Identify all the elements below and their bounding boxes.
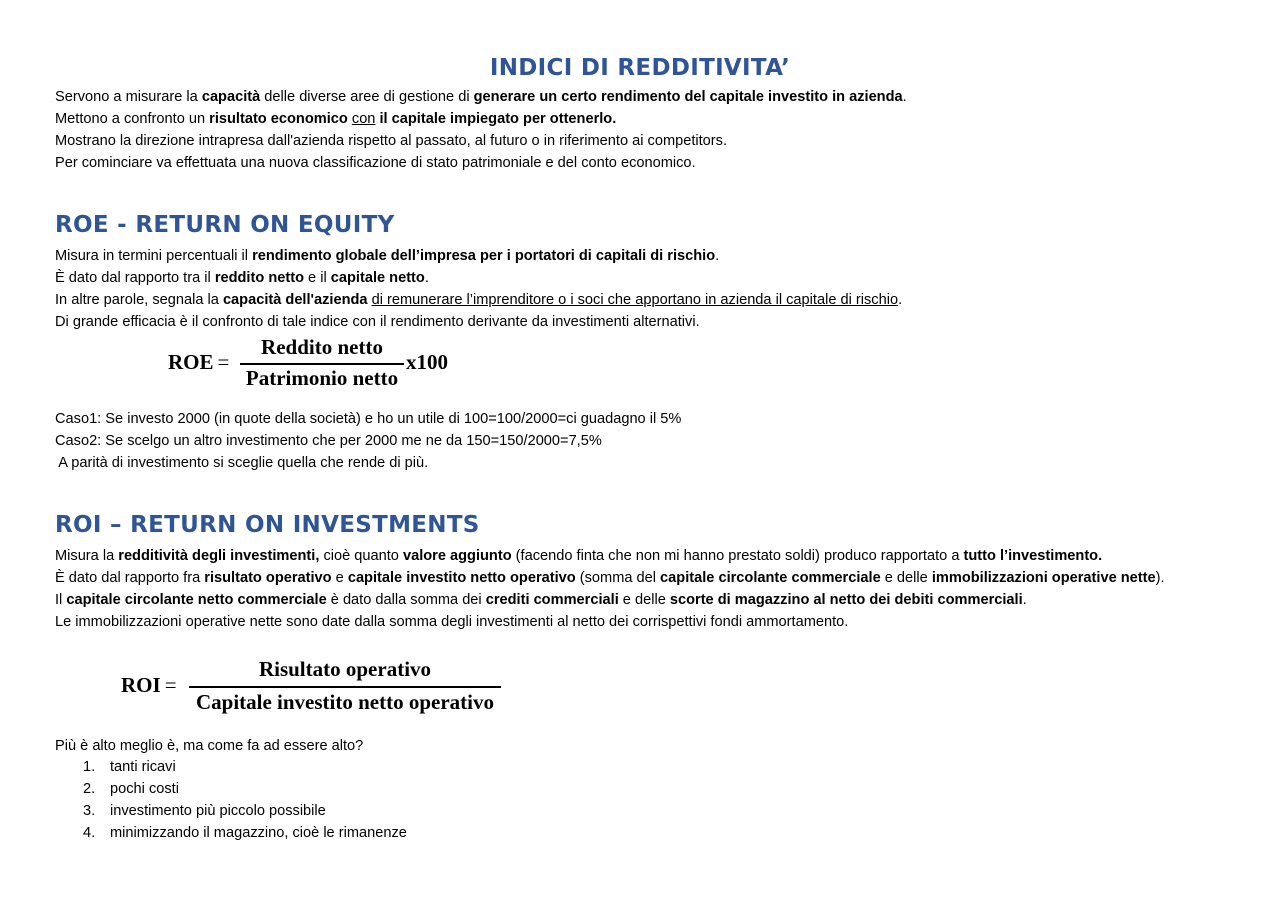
roe-formula bbox=[168, 335, 468, 391]
roi-heading: ROI – RETURN ON INVESTMENTS bbox=[55, 512, 480, 538]
roe-formula-lhs bbox=[168, 350, 229, 375]
roi-line-2 bbox=[55, 568, 1165, 588]
bold-run: capacità bbox=[201, 89, 261, 105]
intro-line-2 bbox=[55, 109, 616, 129]
bold-run: crediti commerciali bbox=[485, 592, 619, 608]
fraction-bar bbox=[189, 686, 501, 688]
roi-formula-lhs bbox=[121, 673, 177, 698]
text-run: (somma del bbox=[575, 570, 661, 586]
list-number: 1. bbox=[83, 759, 96, 775]
roi-line-4: Le immobilizzazioni operative nette sono date dalla somma degli investimenti al netto dei corrispettivi fondi ammortamento. bbox=[55, 614, 849, 630]
text-run: delle diverse aree di gestione di bbox=[260, 89, 474, 105]
equals-sign: = bbox=[164, 673, 177, 697]
text-run: cioè quanto bbox=[319, 548, 403, 564]
roe-line-1 bbox=[55, 246, 719, 266]
text-run: e delle bbox=[618, 592, 670, 608]
text-run: In altre parole, segnala la bbox=[55, 292, 223, 308]
list-text: investimento più piccolo possibile bbox=[110, 803, 326, 819]
text-run: (facendo finta che non mi hanno prestato soldi) produco rapportato a bbox=[511, 548, 964, 564]
text-run: Servono a misurare la bbox=[55, 89, 202, 105]
roi-formula bbox=[121, 657, 511, 717]
text-run: Il bbox=[55, 592, 67, 608]
roe-line-2 bbox=[55, 268, 429, 288]
intro-line-3: Mostrano la direzione intrapresa dall'azienda rispetto al passato, al futuro o in riferimento ai competitors. bbox=[55, 133, 728, 149]
roi-line-3 bbox=[55, 590, 1027, 610]
underlined-run: con bbox=[351, 111, 376, 127]
roe-denominator: Patrimonio netto bbox=[245, 366, 399, 390]
text-run: e il bbox=[304, 270, 331, 286]
bold-run: risultato economico bbox=[209, 111, 348, 127]
intro-line-1 bbox=[55, 87, 907, 107]
list-number: 3. bbox=[83, 803, 96, 819]
bold-run: capitale circolante netto commerciale bbox=[66, 592, 327, 608]
text-run: è dato dalla somma dei bbox=[326, 592, 486, 608]
text-run: ). bbox=[1155, 570, 1165, 586]
roe-caso-1: Caso1: Se investo 2000 (in quote della società) e ho un utile di 100=100/2000=ci guadagno il 5% bbox=[55, 411, 682, 427]
bold-run: valore aggiunto bbox=[402, 548, 512, 564]
list-number: 2. bbox=[83, 781, 96, 797]
bold-run: capacità dell'azienda bbox=[222, 292, 368, 308]
fraction-bar bbox=[240, 363, 404, 365]
text-run: . bbox=[424, 270, 429, 286]
bold-run: immobilizzazioni operative nette bbox=[931, 570, 1156, 586]
underlined-run: di remunerare l’imprenditore o i soci che apportano in azienda il capitale di rischio bbox=[371, 292, 899, 308]
bold-run: rendimento globale dell’impresa per i portatori di capitali di rischio bbox=[252, 248, 716, 264]
roe-formula-suffix: x100 bbox=[406, 350, 448, 374]
bold-run: reddito netto bbox=[214, 270, 304, 286]
bold-run: risultato operativo bbox=[204, 570, 332, 586]
text-run: È dato dal rapporto tra il bbox=[55, 270, 215, 286]
page-title: INDICI DI REDDITIVITA’ bbox=[489, 55, 791, 81]
text-run: . bbox=[902, 89, 907, 105]
text-run: . bbox=[715, 248, 720, 264]
roe-numerator: Reddito netto bbox=[261, 335, 383, 359]
equals-sign: = bbox=[217, 350, 230, 374]
text-run: Misura in termini percentuali il bbox=[55, 248, 253, 264]
roe-parita: A parità di investimento si sceglie quella che rende di più. bbox=[55, 455, 429, 471]
list-text: pochi costi bbox=[110, 781, 179, 797]
text-run: Mettono a confronto un bbox=[55, 111, 210, 127]
bold-run: capitale circolante commerciale bbox=[660, 570, 881, 586]
text-run: Misura la bbox=[55, 548, 119, 564]
roe-heading: ROE - RETURN ON EQUITY bbox=[55, 212, 395, 238]
text-run: È dato dal rapporto fra bbox=[55, 570, 205, 586]
roe-line-3 bbox=[55, 290, 902, 310]
formula-lhs-label: ROI bbox=[121, 673, 161, 697]
roi-denominator: Capitale investito netto operativo bbox=[195, 690, 495, 714]
roi-line-1 bbox=[55, 546, 1102, 566]
text-run: . bbox=[1022, 592, 1027, 608]
bold-run: generare un certo rendimento del capitale investito in azienda bbox=[473, 89, 903, 105]
roi-question: Più è alto meglio è, ma come fa ad essere alto? bbox=[55, 738, 364, 754]
intro-line-4: Per cominciare va effettuata una nuova classificazione di stato patrimoniale e del conto economico. bbox=[55, 155, 696, 171]
roi-numerator: Risultato operativo bbox=[258, 657, 432, 681]
roe-caso-2: Caso2: Se scelgo un altro investimento che per 2000 me ne da 150=150/2000=7,5% bbox=[55, 433, 602, 449]
list-number: 4. bbox=[83, 825, 96, 841]
bold-run: capitale netto bbox=[330, 270, 425, 286]
bold-run: tutto l’investimento. bbox=[963, 548, 1103, 564]
roe-line-4: Di grande efficacia è il confronto di tale indice con il rendimento derivante da investimenti alternativi. bbox=[55, 314, 700, 330]
bold-run: scorte di magazzino al netto dei debiti commerciali bbox=[669, 592, 1023, 608]
list-text: tanti ricavi bbox=[110, 759, 176, 775]
bold-run: redditività degli investimenti, bbox=[118, 548, 320, 564]
bold-run: capitale investito netto operativo bbox=[347, 570, 576, 586]
list-text: minimizzando il magazzino, cioè le rimanenze bbox=[110, 825, 407, 841]
text-run: . bbox=[898, 292, 903, 308]
text-run: e bbox=[331, 570, 348, 586]
bold-run: il capitale impiegato per ottenerlo. bbox=[379, 111, 617, 127]
formula-lhs-label: ROE bbox=[168, 350, 214, 374]
text-run: e delle bbox=[880, 570, 932, 586]
